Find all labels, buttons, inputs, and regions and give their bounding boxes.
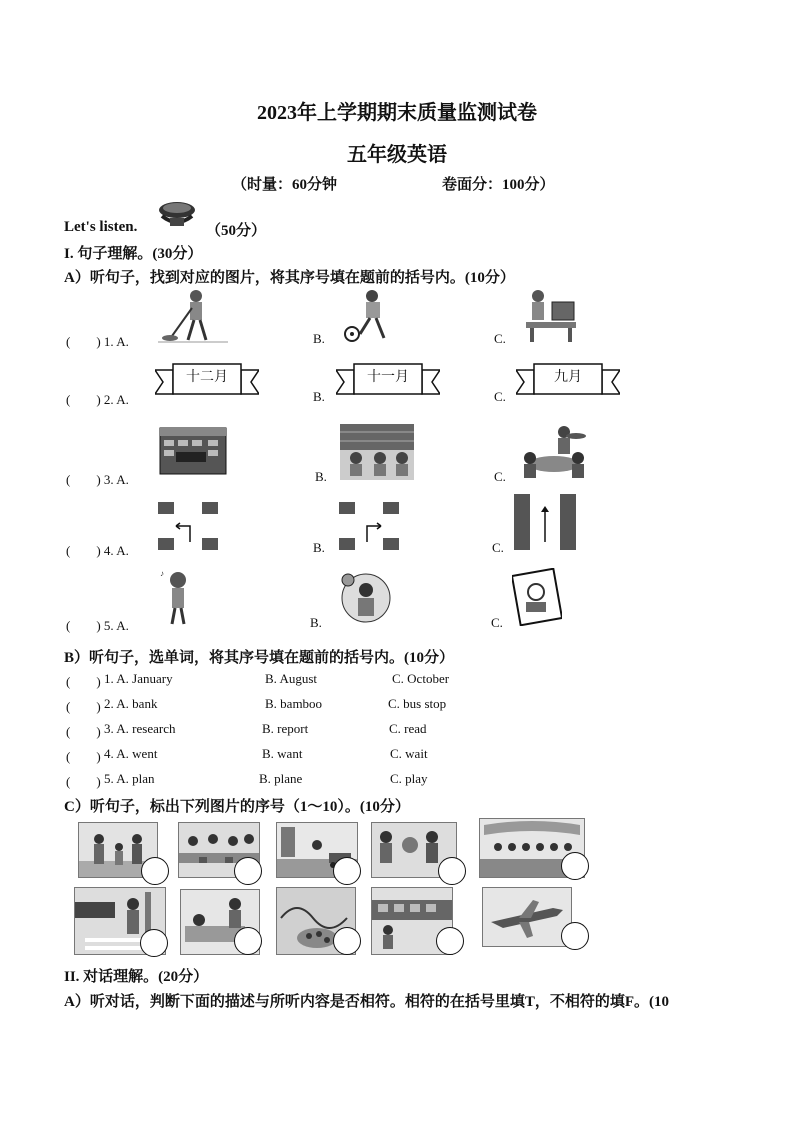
part1-heading: I. 句子理解。(30分） (64, 246, 203, 262)
restaurant-image (516, 424, 590, 485)
answer-circle[interactable] (333, 927, 361, 955)
question-a1: ( ) 1. A. (66, 334, 129, 349)
option-b-label: B. (313, 389, 325, 404)
b1-option-b: B. August (265, 671, 318, 686)
option-c-label: C. (492, 540, 504, 555)
exam-score: 卷面分：100分） (442, 177, 555, 193)
b3-option-c: C. read (389, 721, 427, 736)
ribbon-label-september: 九月 (554, 369, 582, 385)
page-title: 2023年上学期期末质量监测试卷 (257, 102, 537, 124)
go-straight-road-image (514, 494, 576, 555)
b4-option-b: B. want (262, 746, 303, 761)
option-b-label: B. (315, 469, 327, 484)
girl-cooking-image (340, 572, 392, 631)
answer-circle[interactable] (141, 857, 169, 885)
library-reading-image (340, 424, 414, 485)
listen-label: Let's listen. (64, 219, 138, 235)
ribbon-label-november: 十一月 (367, 369, 409, 385)
b1-option-c: C. October (392, 671, 450, 686)
answer-circle[interactable] (438, 857, 466, 885)
page-subtitle: 五年级英语 (347, 144, 447, 166)
svg-text:♪: ♪ (160, 569, 164, 578)
question-a3: ( ) 3. A. (66, 472, 129, 487)
option-b-label: B. (313, 331, 325, 346)
option-b-label: B. (310, 615, 322, 630)
question-a4: ( ) 4. A. (66, 543, 129, 558)
part1-a-heading: A）听句子，找到对应的图片，将其序号填在题前的括号内。(10分） (64, 270, 515, 286)
question-a2: ( ) 2. A. (66, 392, 129, 407)
b2-option-b: B. bamboo (265, 696, 323, 711)
listen-points: （50分） (206, 223, 267, 239)
b3-option-b: B. report (262, 721, 309, 736)
turn-right-road-image (339, 502, 399, 555)
headphones-icon (156, 198, 198, 237)
option-c-label: C. (494, 331, 506, 346)
option-c-label: C. (491, 615, 503, 630)
answer-circle[interactable] (561, 922, 589, 950)
airplane-image (482, 887, 572, 947)
b4-option-a: 4. A. went (104, 746, 158, 761)
b5-option-c: C. play (390, 771, 428, 786)
answer-circle[interactable] (561, 852, 589, 880)
b2-option-a: 2. A. bank (104, 696, 158, 711)
part1-c-heading: C）听句子，标出下列图片的序号（1～10）。(10分） (64, 799, 410, 815)
part2-heading: II. 对话理解。(20分） (64, 969, 209, 985)
answer-circle[interactable] (140, 929, 168, 957)
answer-circle[interactable] (234, 927, 262, 955)
boy-playing-football-image (342, 288, 402, 349)
question-a5: ( ) 5. A. (66, 618, 129, 633)
person-at-computer-image (518, 288, 578, 349)
b4-option-c: C. wait (390, 746, 428, 761)
ribbon-label-december: 十二月 (186, 369, 228, 385)
option-c-label: C. (494, 469, 506, 484)
b2-paren: ( ) (66, 699, 101, 714)
answer-circle[interactable] (436, 927, 464, 955)
answer-circle[interactable] (333, 857, 361, 885)
answer-circle[interactable] (234, 857, 262, 885)
exam-time: （时量：60分钟 (232, 177, 338, 193)
painting-picture-image (512, 568, 562, 631)
b3-option-a: 3. A. research (104, 721, 176, 736)
part2-a-heading: A）听对话，判断下面的描述与所听内容是否相符。相符的在括号里填T，不相符的填F。(10 (64, 994, 669, 1010)
turn-left-road-image (158, 502, 218, 555)
b1-option-a: 1. A. January (104, 671, 173, 686)
b1-paren: ( ) (66, 674, 101, 689)
b3-paren: ( ) (66, 724, 101, 739)
b2-option-c: C. bus stop (388, 696, 447, 711)
building-image (158, 424, 228, 481)
b4-paren: ( ) (66, 749, 101, 764)
girl-singing-image (158, 568, 198, 631)
part1-b-heading: B）听句子，选单词，将其序号填在题前的括号内。(10分） (64, 650, 455, 666)
person-sweeping-image (158, 288, 228, 349)
b5-option-a: 5. A. plan (104, 771, 155, 786)
b5-paren: ( ) (66, 774, 101, 789)
b5-option-b: B. plane (259, 771, 303, 786)
option-b-label: B. (313, 540, 325, 555)
option-c-label: C. (494, 389, 506, 404)
